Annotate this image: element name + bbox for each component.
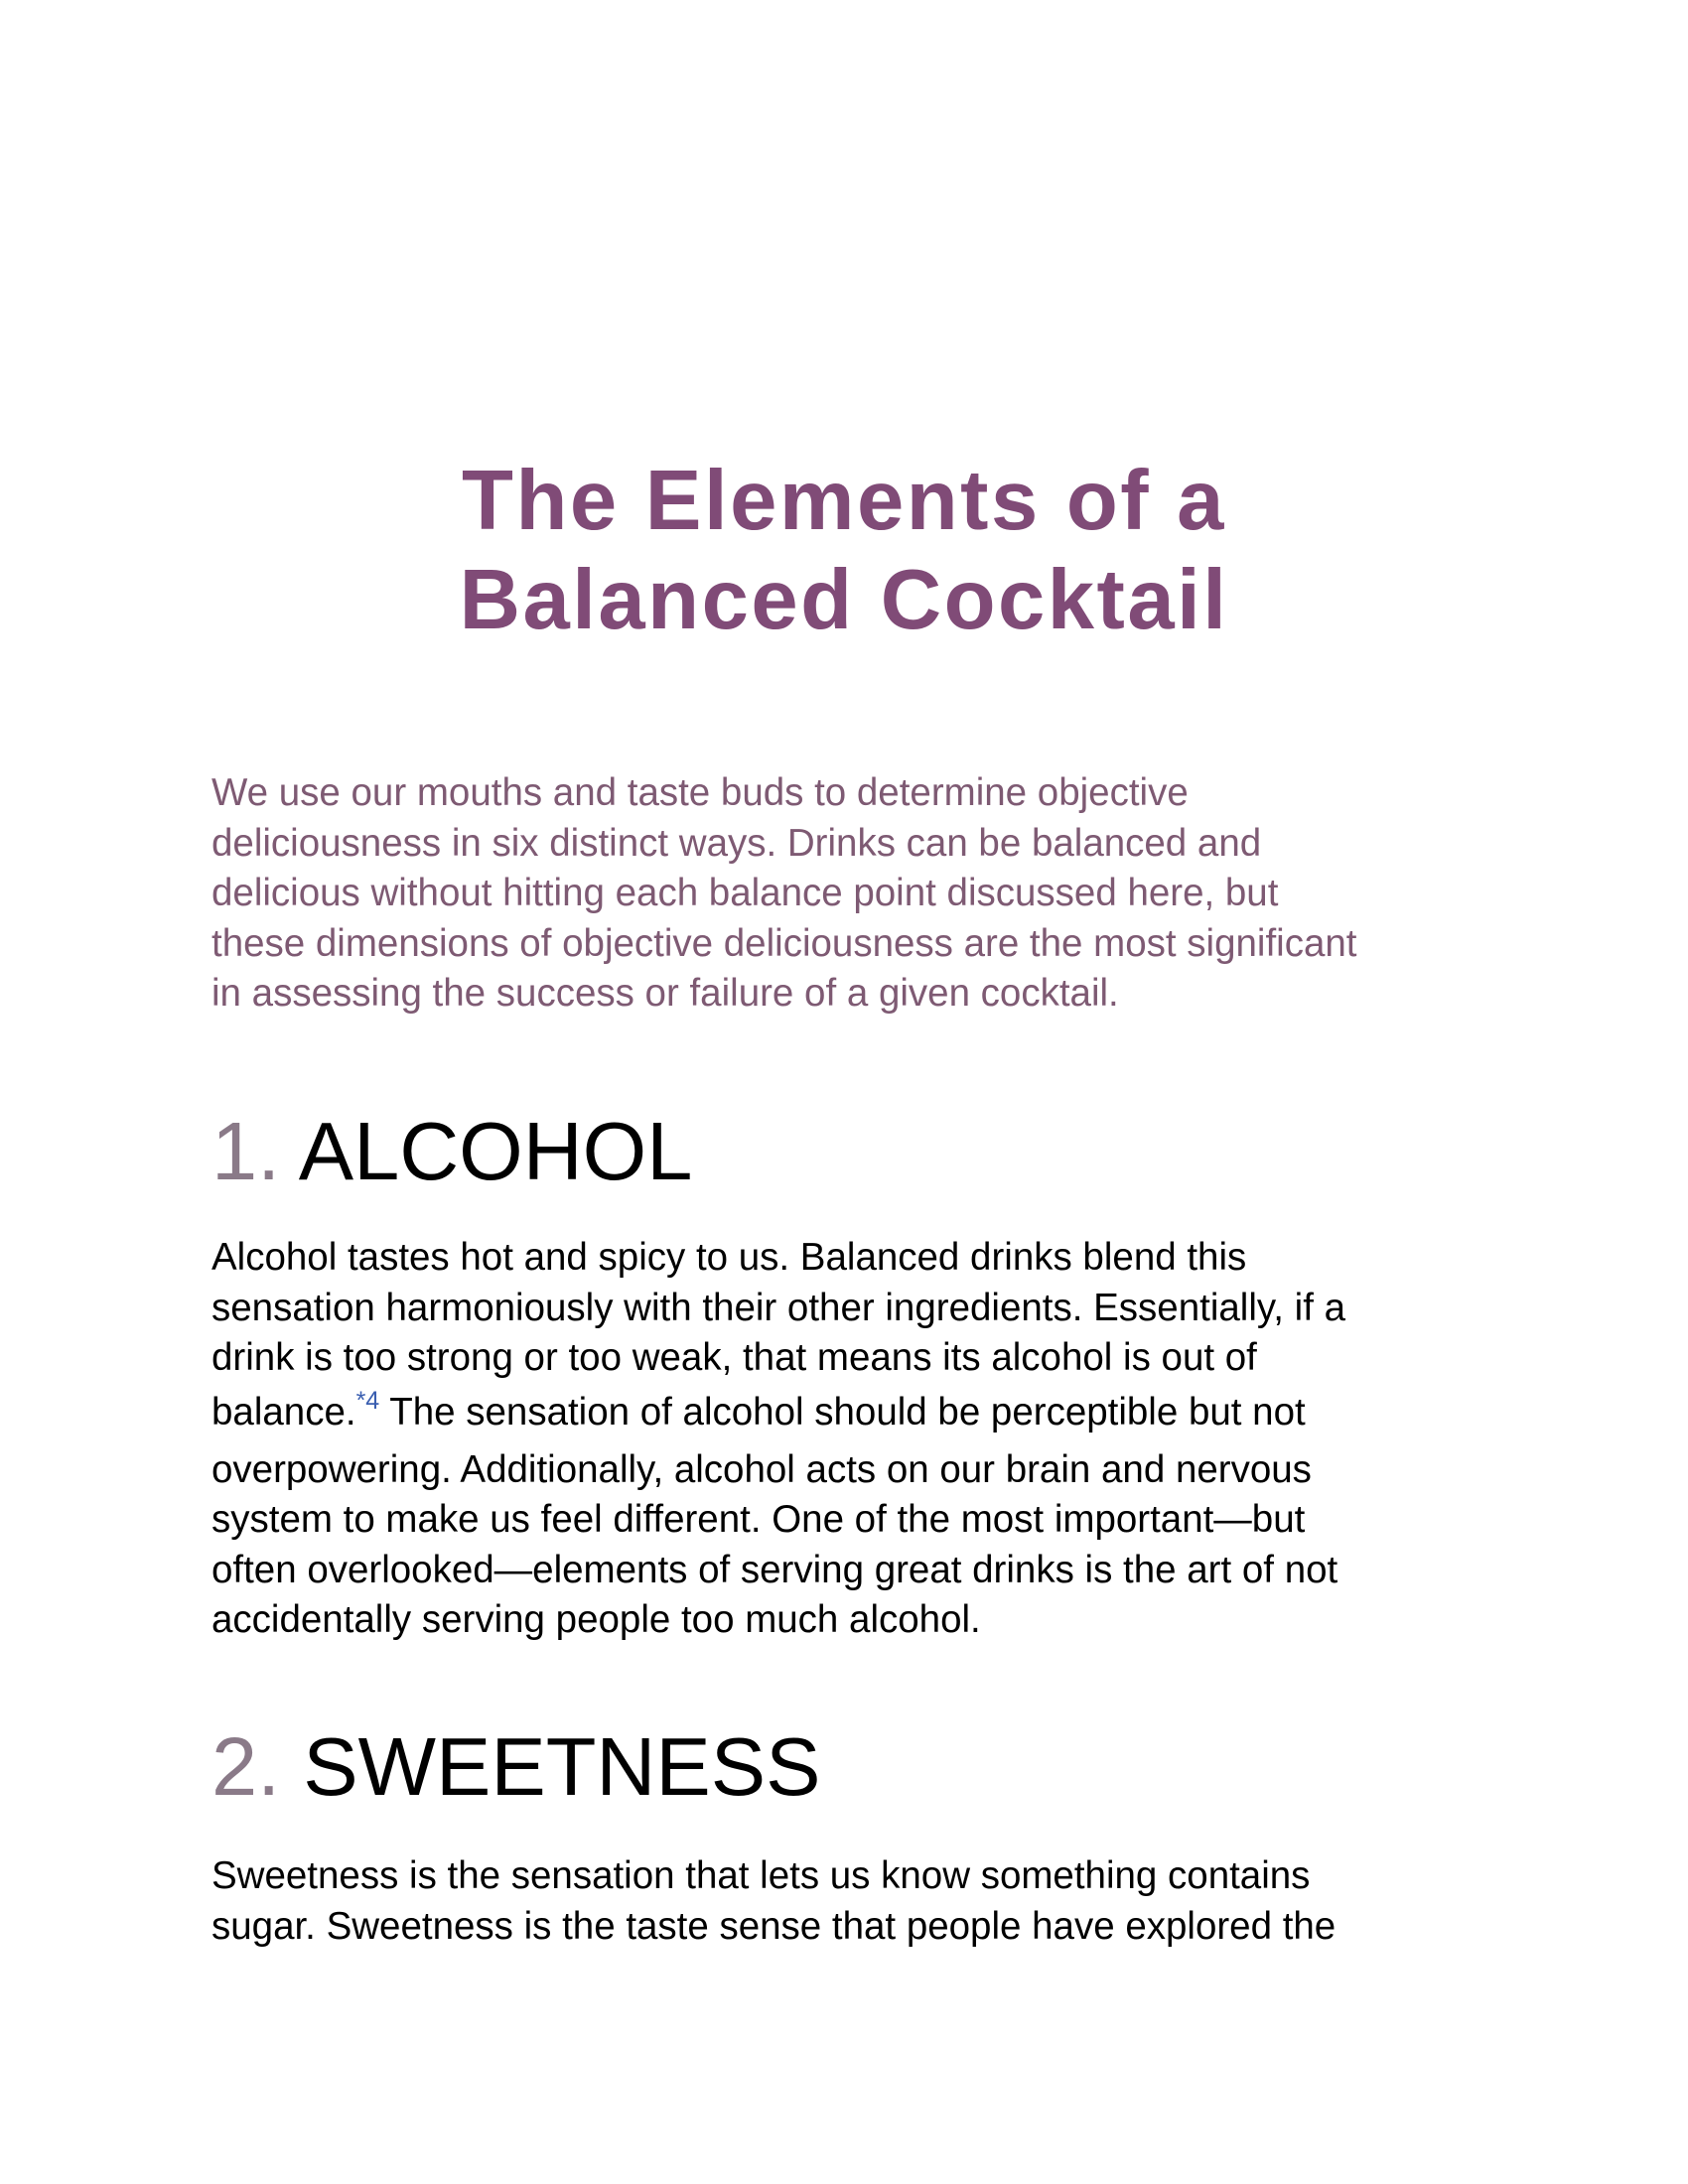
body-line: often overlooked—elements of serving great drinks is the art of not (211, 1548, 1338, 1591)
body-line-with-note (211, 1384, 1522, 1445)
intro-line: delicious without hitting each balance point discussed here, but (211, 872, 1279, 914)
section-heading-sweetness (211, 1717, 820, 1817)
body-line: sensation harmoniously with their other ingredients. Essentially, if a (211, 1286, 1346, 1329)
section-number: 2. (211, 1720, 281, 1813)
intro-paragraph (211, 768, 1502, 1020)
intro-line: these dimensions of objective deliciousness are the most significant (211, 921, 1357, 965)
body-line: drink is too strong or too weak, that means its alcohol is out of (211, 1336, 1257, 1379)
title-line-1: The Elements of a (462, 454, 1226, 548)
section-body-alcohol (211, 1233, 1522, 1646)
title-line-2: Balanced Cocktail (459, 553, 1229, 647)
section-title: ALCOHOL (298, 1105, 693, 1197)
body-text: The sensation of alcohol should be perceptible but not (379, 1390, 1306, 1433)
body-line: accidentally serving people too much alcohol. (211, 1598, 981, 1641)
page-title (0, 452, 1688, 650)
body-line: system to make us feel different. One of the most important—but (211, 1498, 1306, 1541)
section-number: 1. (211, 1105, 281, 1197)
intro-line: deliciousness in six distinct ways. Drinks can be balanced and (211, 821, 1262, 865)
footnote-reference-link[interactable]: *4 (355, 1386, 380, 1415)
section-body-sweetness (211, 1851, 1522, 1952)
body-line: sugar. Sweetness is the taste sense that people have explored the (211, 1904, 1336, 1948)
body-line: Sweetness is the sensation that lets us know something contains (211, 1854, 1311, 1897)
section-title: SWEETNESS (303, 1720, 821, 1813)
body-text: balance. (211, 1390, 356, 1433)
body-line: overpowering. Additionally, alcohol acts on our brain and nervous (211, 1447, 1312, 1491)
intro-line: We use our mouths and taste buds to determine objective (211, 771, 1189, 814)
intro-line: in assessing the success or failure of a given cocktail. (211, 972, 1119, 1015)
body-line: Alcohol tastes hot and spicy to us. Balanced drinks blend this (211, 1236, 1247, 1279)
section-heading-alcohol (211, 1102, 692, 1201)
